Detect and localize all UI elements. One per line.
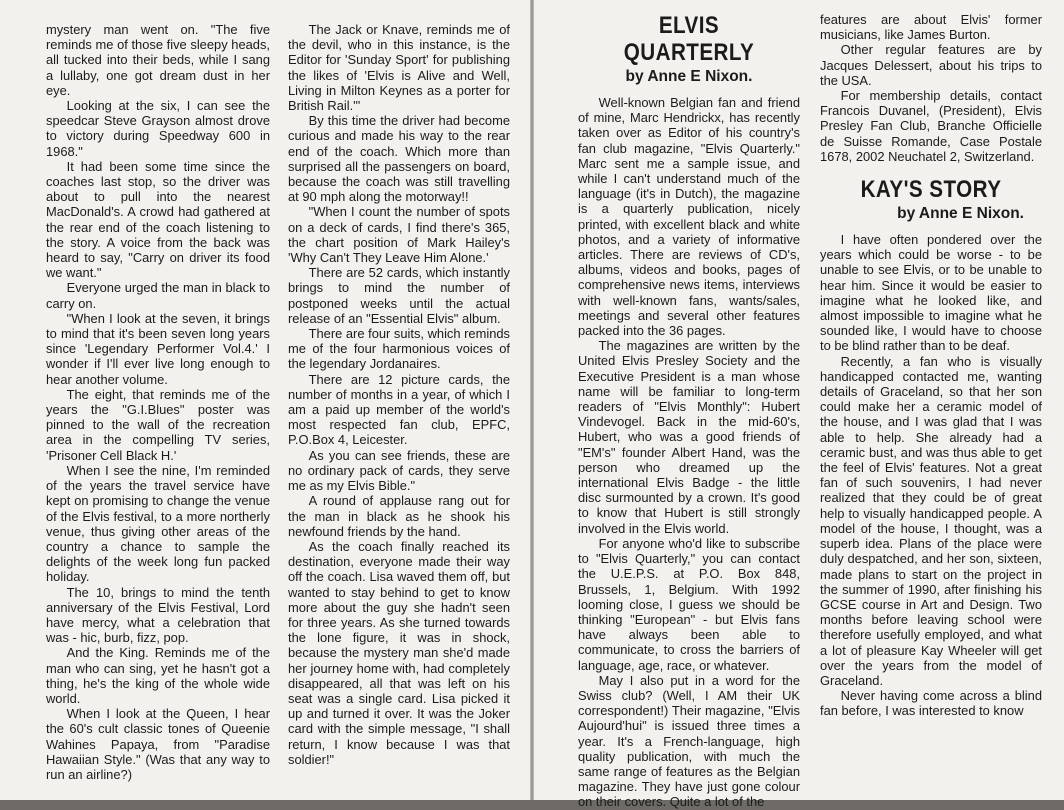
paragraph: For anyone who'd like to subscribe to "Elvis Quarterly," you can contact the U.E.P.S. at P.O. Box 848, Brussels, 1, Belgium. With 1992 looming close, I guess we should be thinking "European" - but Elvis fans have always been able to communicate, to cross the barriers of language, age, race, or whatever. [578, 535, 800, 673]
paragraph: There are 52 cards, which instantly brings to mind the number of postponed weeks until the actual release of an "Essential Elvis" album. [288, 265, 510, 326]
paragraph: "When I look at the seven, it brings to mind that it's been seven long years since 'Legendary Performer Vol.4.' I wonder if I'll ever live long enough to hear another volume. [46, 310, 270, 387]
paragraph: features are about Elvis' former musicians, like James Burton. [820, 12, 1042, 43]
paragraph: mystery man went on. "The five reminds me of those five sleepy heads, all tucked into their beds, while I sang a lullaby, one got dream dust in her eye. [46, 22, 270, 98]
article-byline: by Anne E Nixon. [897, 205, 1024, 223]
paragraph: Well-known Belgian fan and friend of mine, Marc Hendrickx, has recently taken over as Editor of his country's fan club magazine, "Elvis Quarterly." Marc sent me a sample issue, and while I can't understand much of the language (it's in Dutch), the magazine is a quarterly publication, nicely printed, with excellent black and white photos, and a variety of informative articles. There are reviews of CD's, albums, videos and books, pages of comprehensive news items, interviews with well-known fans, wants/sales, meetings and several other features packed into the 36 pages. [578, 95, 800, 339]
paragraph: When I look at the Queen, I hear the 60's cult classic tones of Queenie Wahines Papaya, from "Paradise Hawaiian Style." (Was that any way to run an airline?) [46, 706, 270, 782]
article-title-elvis-quarterly: ELVIS QUARTERLY [623, 12, 755, 66]
paragraph: May I also put in a word for the Swiss club? (Well, I AM their UK correspondent!) Their magazine, "Elvis Aujourd'hui" is issued three times a year. It's a French-language, high quality publication, with much the same range of features as the Belgian magazine. They have just gone colour on their covers. Quite a lot of the [578, 672, 800, 810]
paragraph: Looking at the six, I can see the speedcar Steve Grayson almost drove to victory during Speedway 600 in 1968." [46, 98, 270, 159]
left-page-column-2 [288, 22, 510, 767]
paragraph: The 10, brings to mind the tenth anniversary of the Elvis Festival, Lord have mercy, what a celebration that was - hic, burb, fizz, pop. [46, 584, 270, 646]
paragraph: The Jack or Knave, reminds me of the devil, who in this instance, is the Editor for 'Sunday Sport' for publishing the likes of 'Elvis is Alive and Well, Living in Milton Keynes as a porter for British Rail.'" [288, 22, 510, 114]
paragraph: There are four suits, which reminds me of the four harmonious voices of the legendary Jordanaires. [288, 326, 510, 372]
paragraph: It had been some time since the coaches last stop, so the driver was about to pull into the nearest MacDonald's. A crowd had gathered at the rear end of the coach listening to the story. A voice from the back was heard to say, "Carry on driver its food we want." [46, 158, 270, 281]
right-page-column-2 [820, 12, 1042, 719]
paragraph: The magazines are written by the United Elvis Presley Society and the Executive President is a man whose name will be familiar to long-term readers of "Elvis Monthly": Hubert Vindevogel. Back in the mid-60's, Hubert, who was a good friends of "EM's" founder Albert Hand, was the person who dreamed up the international Elvis Badge - the little disc surmounted by a crown. It's good to know that Hubert is still strongly involved in the Elvis world. [578, 338, 800, 536]
paragraph: Everyone urged the man in black to carry on. [46, 280, 270, 311]
paragraph: For membership details, contact Francois Duvanel, (President), Elvis Presley Fan Club, Branche Officielle de Suisse Romande, Case Postale 1678, 2002 Neuchatel 2, Switzerland. [820, 88, 1042, 164]
right-page [534, 0, 1064, 810]
paragraph: When I see the nine, I'm reminded of the years the travel service have kept on promising to change the venue of the Elvis festival, to a more northerly venue, thus giving other areas of the country a chance to sample the delights of the week long fun packed holiday. [46, 462, 270, 585]
article-byline: by Anne E Nixon. [625, 68, 753, 85]
paragraph: A round of applause rang out for the man in black as he shook his newfound friends by the hand. [288, 493, 510, 539]
right-page-column-1 [578, 12, 800, 810]
paragraph: And the King. Reminds me of the man who can sing, yet he hasn't got a thing, he's the king of the whole wide world. [46, 645, 270, 706]
paragraph: By this time the driver had become curious and made his way to the rear end of the coach. Which more than surprised all the passengers on board, because the coach was still travelling at 90 mph along the motorway!! [288, 113, 510, 205]
article-title-kays-story: KAY'S STORY [860, 176, 1002, 204]
paragraph: "When I count the number of spots on a deck of cards, I find there's 365, the chart position of Mark Hailey's 'Why Can't They Leave Him Alone.' [288, 204, 510, 266]
left-page [0, 0, 530, 800]
paragraph: As the coach finally reached its destination, everyone made their way off the coach. Lisa waved them off, but wanted to stay behind to get to know more about the guy she hadn't seen for three years. As she turned towards the lone figure, it was in shock, because the mystery man she'd made her journey home with, had completely disappeared, all that was left on his seat was a single card. Lisa picked it up and turned it over. It was the Joker card with the simple message, "I shall return, I know because I was that soldier!" [288, 538, 510, 767]
paragraph: The eight, that reminds me of the years the "G.I.Blues" poster was pinned to the wall of the recreation area in the compelling TV series, 'Prisoner Cell Black H.' [46, 386, 270, 463]
paragraph: Never having come across a blind fan before, I was interested to know [820, 688, 1042, 719]
left-page-column-1 [46, 22, 270, 782]
paragraph: There are 12 picture cards, the number of months in a year, of which I am a paid up member of the world's most respected fan club, EPFC, P.O.Box 4, Leicester. [288, 371, 510, 448]
paragraph: Recently, a fan who is visually handicapped contacted me, wanting details of Graceland, so that her son could make her a ceramic model of the house, and I was glad that I was able to help. She already had a ceramic bust, and was thus able to get the feel of Elvis' features. Not a great fan of such souvenirs, I had never realized that they could be of great help to visually handicapped people. A model of the house, I thought, was a superb idea. Plans of the place were duly despatched, and her son, sixteen, made plans to start on the project in the summer of 1990, after finishing his GCSE course in Art and Design. Two months before leaving school were therefore usefully employed, and what a lot of pleasure Kay Wheeler will get over the years from the model of Graceland. [820, 353, 1042, 688]
paragraph: Other regular features are by Jacques Delessert, about his trips to the USA. [820, 42, 1042, 88]
paragraph: I have often pondered over the years which could be worse - to be unable to see Elvis, or to be unable to hear him. Since it would be easier to imagine what he looked like, and almost impossible to imagine what he sounded like, I would have to choose to be blind rather than to be deaf. [820, 232, 1042, 354]
paragraph: As you can see friends, these are no ordinary pack of cards, they serve me as my Elvis Bible." [288, 447, 510, 494]
